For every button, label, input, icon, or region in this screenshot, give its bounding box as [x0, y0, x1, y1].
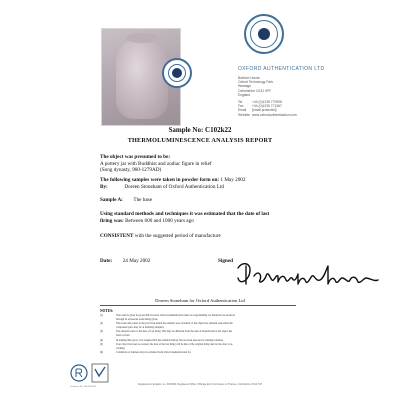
consistent-row: CONSISTENT with the suggested period of manufacture	[100, 233, 221, 239]
notes-divider	[100, 305, 296, 306]
company-name: OXFORD AUTHENTICATION LTD	[238, 66, 325, 72]
handwritten-signature	[232, 256, 382, 292]
sampled-by-row: By: Doreen Stoneham of Oxford Authentication Ltd	[100, 183, 224, 190]
note-line: (5) If an object has been re-worked, the date of the last firing will be that of the original firing and not the date of re-	[100, 342, 234, 346]
report-title: THERMOLUMINESCENCE ANALYSIS REPORT	[127, 137, 273, 144]
notes-list	[100, 314, 296, 355]
note-line: been re-fired.	[116, 334, 130, 338]
note-line: working.	[116, 346, 126, 350]
sample-number: Sample No: C102k22	[168, 126, 232, 134]
quality-certification-logos	[70, 362, 116, 384]
sample-a-row: Sample A: The base	[100, 197, 153, 203]
note-line: through an erroneous result being given.	[116, 318, 158, 322]
contact-fax: Fax +44 (0)1235 771367	[238, 104, 282, 109]
note-line: (6) Conditions of business may be obtained from Oxford Authentication Ltd	[100, 350, 192, 354]
company-address: Bartlom House Oxford Technology Park Wantage Oxfordshire OX12 9FF England Tel +44 (0)1235 770998 Fax +44 (0)1235 771367 Email [email protected] Website www.oxfordauthentication.com	[238, 76, 297, 117]
signed-label: Signed	[218, 258, 233, 264]
note-line: component parts may be of differing antiquity.	[116, 326, 165, 330]
authentication-seal-stamp	[162, 58, 192, 88]
note-line: (4) In making this report, it is assumed that the radiation history has not been exposed to ionising radiation.	[100, 338, 224, 342]
samples-taken-row: The following samples were taken in powder form on: 1 May 2002	[100, 177, 246, 183]
presumed-line-1: A pottery jar with Buddhist and zodiac figure in relief	[100, 160, 212, 167]
contact-tel: Tel +44 (0)1235 770998	[238, 100, 282, 105]
notes-heading: NOTES:	[100, 309, 114, 313]
contact-website: Website www.oxfordauthentication.com	[238, 112, 297, 117]
oxford-authentication-logo	[244, 14, 284, 54]
firing-row: firing was: Between 600 and 1000 years ago	[100, 217, 194, 224]
registration-footer: Registered in England, no. 3251500. Registered Office: 8 Bridge End, Dorchester on Thames, Oxfordshire OX10 7JP	[138, 383, 262, 386]
signed-by-line: Doreen Stoneham for Oxford Authentication Ltd	[155, 298, 245, 303]
note-line: (3) The analysis refers to the date of last firing. This may be different from the date of manufacture if the object has	[100, 330, 233, 334]
presumed-line-2: (Song dynasty, 960-1279AD)	[100, 167, 162, 173]
pottery-jar-image	[116, 39, 168, 119]
certificate-number: Certificate No. 100/10079/01	[70, 386, 97, 388]
note-line: (2) The result only refers to the part from which the samples were obtained. If the object has suffered restoration the	[100, 322, 233, 326]
presumed-label: The object was presumed to be:	[100, 154, 171, 160]
estimate-line: Using standard methods and techniques it was estimated that the date of last	[100, 211, 270, 217]
note-line: (1) The result is given in good faith; however Oxford Authentication takes no responsibility for financial loss incurred	[100, 314, 235, 317]
date-row: Date: 24 May 2002	[100, 258, 151, 264]
contact-email: Email [email protected]	[238, 108, 277, 113]
